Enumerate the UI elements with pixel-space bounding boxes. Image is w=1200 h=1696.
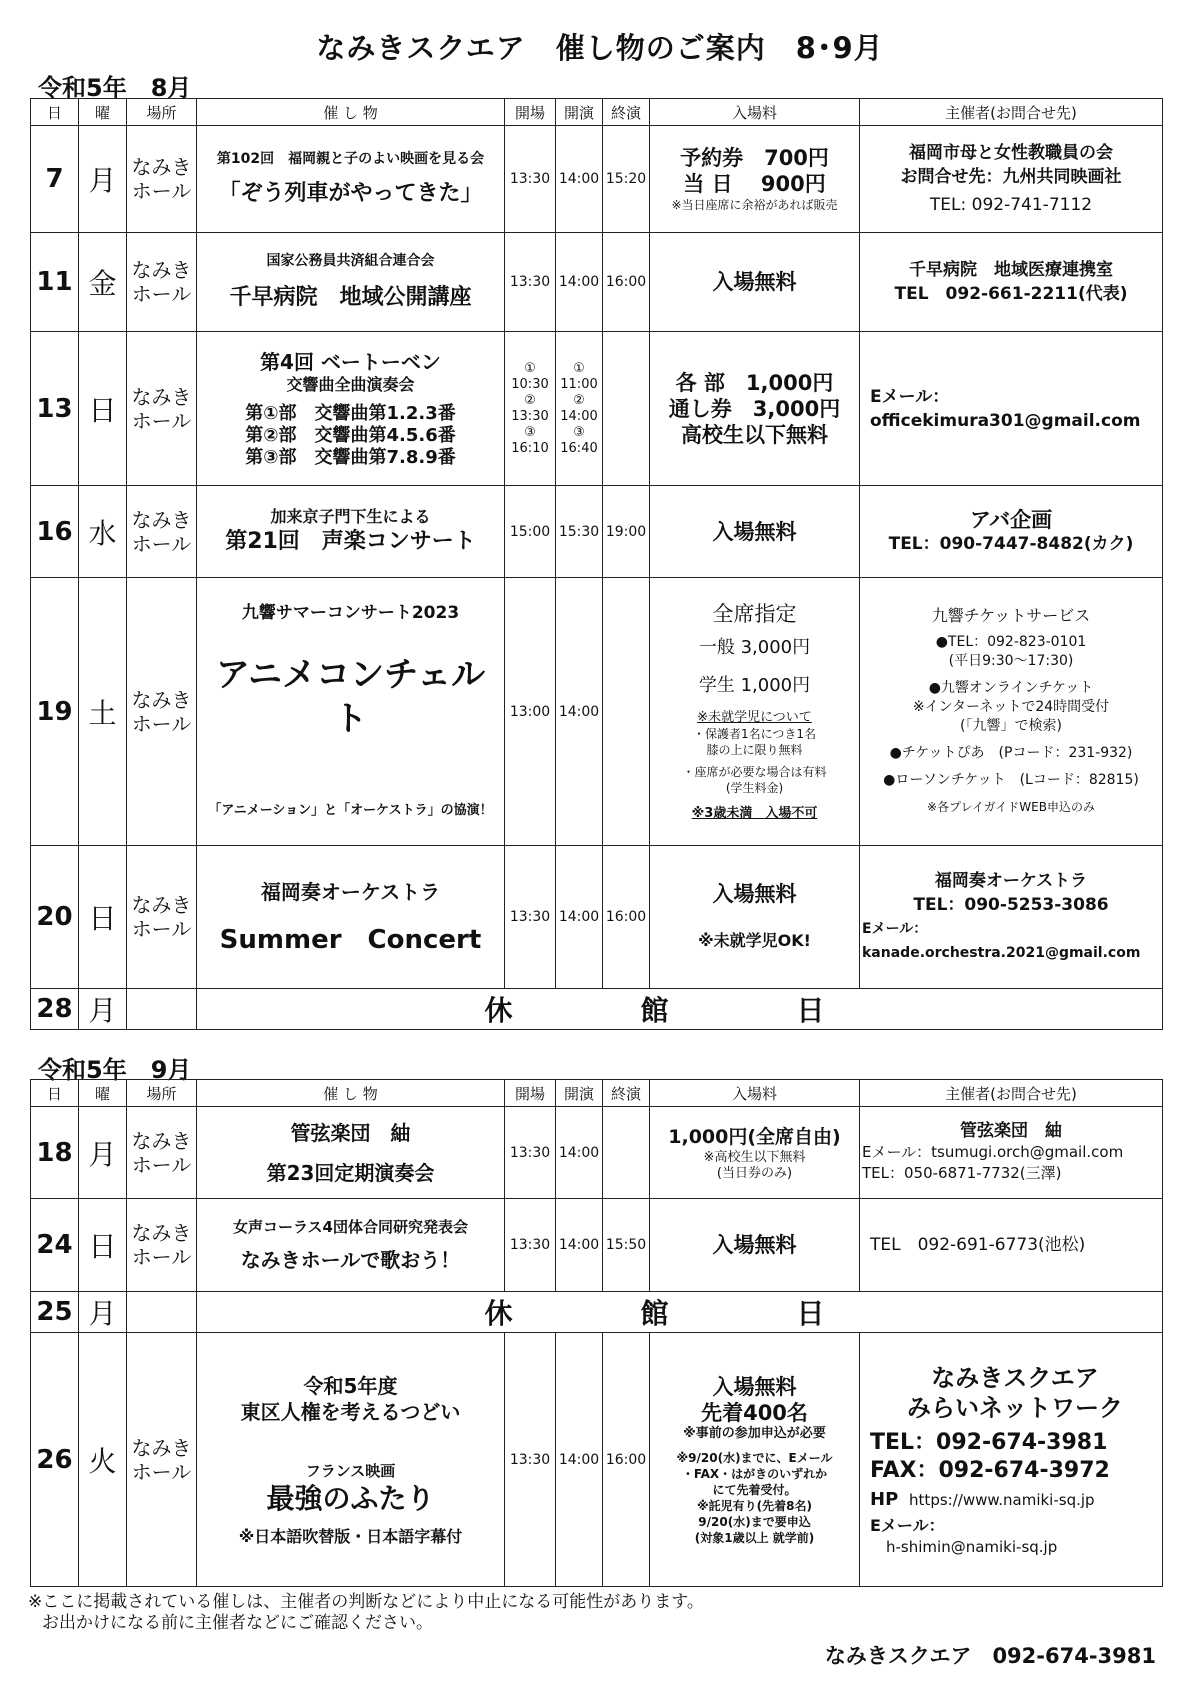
event-title: アニメコンチェルト [215, 654, 486, 739]
august-label: 令和5年 8月 [38, 74, 192, 102]
day-cell: 7 [31, 126, 79, 233]
organizer-email: kanade.orchestra.2021@gmail.com [862, 945, 1141, 961]
organizer-hp-label: HP [870, 1488, 899, 1510]
weekday-cell: 月 [79, 126, 127, 233]
end-time: 19:00 [603, 486, 650, 578]
organizer-cell [860, 1333, 1163, 1587]
place-cell: なみきホール [127, 578, 197, 846]
event-line: 第①部 交響曲第1.2.3番 [245, 402, 456, 424]
fee-cell [650, 1333, 860, 1587]
fee-cell [650, 126, 860, 233]
event-title: 千早病院 地域公開講座 [229, 285, 472, 310]
organizer-tel: TEL：090-7447-8482(カク) [888, 533, 1134, 554]
part-marker: ① [524, 360, 536, 376]
fee-cell [650, 1107, 860, 1199]
organizer-email: h-shimin@namiki-sq.jp [886, 1537, 1058, 1556]
start-time: 14:00 [556, 1107, 603, 1199]
end-time [603, 578, 650, 846]
day-cell: 18 [31, 1107, 79, 1199]
part-marker: ② [524, 392, 536, 408]
open-time: 13:30 [505, 233, 556, 332]
place-cell: なみきホール [127, 233, 197, 332]
organizer-tel: TEL：092-674-3981 [870, 1429, 1108, 1455]
day-cell: 13 [31, 332, 79, 486]
organizer-hp-url[interactable]: https://www.namiki-sq.jp [909, 1490, 1095, 1509]
september-label: 令和5年 9月 [38, 1056, 192, 1084]
event-cell [197, 846, 505, 989]
part-time: 14:00 [560, 408, 598, 424]
fee-note: 9/20(水)まで要申込 [698, 1514, 811, 1529]
event-line: 九響サマーコンサート2023 [241, 602, 460, 623]
place-cell: なみきホール [127, 126, 197, 233]
fee-note: ※託児有り(先着8名) [697, 1498, 812, 1513]
fee-cell [650, 332, 860, 486]
organizer-name: 千早病院 地域医療連携室 [909, 260, 1113, 280]
fee-line: 各 部 1,000円 [675, 370, 834, 395]
fee-cell [650, 578, 860, 846]
event-line: 東区人権を考えるつどい [240, 1399, 461, 1424]
col-header-open: 開場 [505, 99, 556, 126]
col-header-fee: 入場料 [650, 99, 860, 126]
organizer-cell [860, 578, 1163, 846]
fee-line: 当 日 900円 [683, 172, 826, 196]
weekday-cell: 月 [79, 989, 127, 1030]
open-time: 13:00 [505, 578, 556, 846]
place-cell: なみきホール [127, 486, 197, 578]
table-row [31, 578, 1163, 846]
fee-note: (当日券のみ) [716, 1165, 793, 1181]
fee-note: ※事前の参加申込が必要 [683, 1425, 826, 1441]
open-time: 13:30 [505, 1333, 556, 1587]
fee-note: ※当日座席に余裕があれば販売 [671, 198, 838, 212]
part-marker: ② [573, 392, 585, 408]
start-time [556, 332, 603, 486]
organizer-fax: FAX：092-674-3972 [870, 1457, 1110, 1483]
open-time: 13:30 [505, 126, 556, 233]
organizer-cell [860, 486, 1163, 578]
event-title: なみきホールで歌おう！ [240, 1248, 461, 1272]
col-header-fee: 入場料 [650, 1080, 860, 1107]
place-cell [127, 989, 197, 1030]
fee-line: 入場無料 [712, 882, 797, 906]
place-cell: なみきホール [127, 846, 197, 989]
organizer-cell [860, 126, 1163, 233]
table-row [31, 486, 1163, 578]
fee-line: 全席指定 [712, 601, 797, 626]
event-cell [197, 1333, 505, 1587]
september-schedule-table [30, 1079, 1163, 1587]
event-cell [197, 578, 505, 846]
place-cell: なみきホール [127, 1333, 197, 1587]
fee-note: ・FAX・はがきのいずれか [681, 1466, 828, 1481]
page-title: なみきスクエア 催し物のご案内 8･9月 [316, 31, 884, 65]
event-line: 福岡奏オーケストラ [260, 880, 441, 904]
fee-line: 1,000円(全席自由) [668, 1125, 841, 1148]
event-line: 令和5年度 [303, 1373, 398, 1398]
fee-cell: 入場無料 [650, 486, 860, 578]
event-cell [197, 486, 505, 578]
organizer-cell [860, 332, 1163, 486]
table-row [31, 1199, 1163, 1292]
col-header-end: 終演 [603, 99, 650, 126]
fee-note: ※9/20(水)までに、Eメール [676, 1450, 833, 1465]
organizer-cell [860, 846, 1163, 989]
organizer-email: Eメール：tsumugi.orch@gmail.com [862, 1143, 1124, 1161]
day-cell: 24 [31, 1199, 79, 1292]
start-time: 14:00 [556, 1333, 603, 1587]
organizer-hours: (平日9:30～17:30) [948, 653, 1074, 669]
event-title: 第21回 声楽コンサート [225, 528, 476, 554]
col-header-open: 開場 [505, 1080, 556, 1107]
event-cell [197, 126, 505, 233]
col-header-dow: 曜 [79, 1080, 127, 1107]
fee-note: 膝の上に限り無料 [706, 742, 803, 757]
organizer-web-note: ※各プレイガイドWEB申込のみ [927, 800, 1095, 814]
footer-contact: なみきスクエア 092-674-3981 [824, 1644, 1156, 1668]
day-cell: 16 [31, 486, 79, 578]
day-cell: 25 [31, 1292, 79, 1333]
fee-note: ※高校生以下無料 [703, 1149, 806, 1165]
organizer-pia: ●チケットぴあ (Pコード：231-932) [889, 745, 1133, 761]
end-time: 16:00 [603, 1333, 650, 1587]
event-line: ※日本語吹替版・日本語字幕付 [238, 1526, 463, 1546]
open-time: 13:30 [505, 1107, 556, 1199]
col-header-organizer: 主催者(お問合せ先) [860, 99, 1163, 126]
open-time [505, 332, 556, 486]
event-line: 交響曲全曲演奏会 [286, 374, 415, 394]
part-marker: ① [573, 360, 585, 376]
organizer-name: 福岡奏オーケストラ [934, 871, 1088, 891]
weekday-cell: 日 [79, 1199, 127, 1292]
day-cell: 19 [31, 578, 79, 846]
fee-note: ・座席が必要な場合は有料 [682, 764, 827, 779]
part-time: 10:30 [511, 376, 549, 392]
end-time [603, 1107, 650, 1199]
fee-line: 予約券 700円 [680, 146, 829, 170]
organizer-name: アバ企画 [969, 507, 1053, 532]
organizer-search-note: (「九響」で検索) [960, 718, 1062, 734]
place-cell: なみきホール [127, 1107, 197, 1199]
weekday-cell: 金 [79, 233, 127, 332]
col-header-start: 開演 [556, 1080, 603, 1107]
fee-note: にて先着受付。 [712, 1482, 797, 1497]
col-header-end: 終演 [603, 1080, 650, 1107]
fee-cell [650, 846, 860, 989]
organizer-name: なみきスクエア [931, 1363, 1099, 1392]
col-header-start: 開演 [556, 99, 603, 126]
table-row [31, 1333, 1163, 1587]
table-row [31, 846, 1163, 989]
closed-day-label: 休 館 日 [197, 989, 1163, 1030]
part-time: 16:40 [560, 440, 598, 456]
part-time: 13:30 [511, 408, 549, 424]
event-line: 国家公務員共済組合連合会 [266, 253, 435, 269]
weekday-cell: 土 [79, 578, 127, 846]
fee-line: 通し券 3,000円 [668, 396, 841, 421]
part-marker: ③ [573, 424, 585, 440]
part-time: 16:10 [511, 440, 549, 456]
day-cell: 20 [31, 846, 79, 989]
part-time: 11:00 [560, 376, 598, 392]
cancellation-note: ※ここに掲載されている催しは、主催者の判断などにより中止になる可能性があります。 [28, 1592, 704, 1612]
end-time: 15:20 [603, 126, 650, 233]
col-header-day: 日 [31, 1080, 79, 1107]
fee-line: 入場無料 [712, 1374, 797, 1399]
event-title: 「ぞう列車がやってきた」 [218, 181, 483, 206]
end-time: 16:00 [603, 846, 650, 989]
open-time: 15:00 [505, 486, 556, 578]
end-time [603, 332, 650, 486]
organizer-name: 管弦楽団 紬 [960, 1121, 1062, 1141]
event-line: 第②部 交響曲第4.5.6番 [245, 424, 456, 446]
weekday-cell: 月 [79, 1107, 127, 1199]
event-cell [197, 1107, 505, 1199]
organizer-tel: TEL：090-5253-3086 [913, 895, 1109, 915]
event-line: 女声コーラス4団体合同研究発表会 [233, 1218, 468, 1236]
organizer-name: 九響チケットサービス [931, 606, 1091, 625]
end-time: 15:50 [603, 1199, 650, 1292]
open-time: 13:30 [505, 846, 556, 989]
table-row [31, 233, 1163, 332]
end-time: 16:00 [603, 233, 650, 332]
organizer-email-label: Eメール： [862, 921, 928, 937]
fee-cell: 入場無料 [650, 1199, 860, 1292]
august-schedule-table [30, 98, 1163, 1030]
table-row-closed [31, 989, 1163, 1030]
col-header-event: 催 し 物 [197, 1080, 505, 1107]
table-row [31, 126, 1163, 233]
event-line: 第③部 交響曲第7.8.9番 [245, 446, 456, 468]
start-time: 14:00 [556, 126, 603, 233]
table-header-row [31, 1080, 1163, 1107]
event-line: 第102回 福岡親と子のよい映画を見る会 [216, 151, 485, 167]
fee-note: ※3歳未満 入場不可 [691, 805, 818, 821]
event-cell [197, 1199, 505, 1292]
organizer-online: ●九響オンラインチケット [928, 680, 1094, 696]
fee-note: (対象1歳以上 就学前) [694, 1530, 815, 1545]
day-cell: 11 [31, 233, 79, 332]
col-header-place: 場所 [127, 1080, 197, 1107]
start-time: 14:00 [556, 578, 603, 846]
weekday-cell: 水 [79, 486, 127, 578]
event-cell [197, 233, 505, 332]
table-row-closed [31, 1292, 1163, 1333]
table-row [31, 1107, 1163, 1199]
fee-line: 学生 1,000円 [698, 674, 811, 696]
col-header-event: 催 し 物 [197, 99, 505, 126]
organizer-email-label: Eメール： [870, 386, 950, 407]
weekday-cell: 月 [79, 1292, 127, 1333]
organizer-tel: TEL 092-661-2211(代表) [894, 284, 1128, 304]
start-time: 14:00 [556, 1199, 603, 1292]
place-cell [127, 1292, 197, 1333]
fee-line: 先着400名 [701, 1400, 808, 1425]
col-header-place: 場所 [127, 99, 197, 126]
organizer-online-note: ※インターネットで24時間受付 [912, 699, 1110, 715]
organizer-email-label: Eメール： [870, 1515, 945, 1535]
organizer-hp [870, 1489, 1160, 1511]
fee-cell: 入場無料 [650, 233, 860, 332]
event-line: 「アニメーション」と「オーケストラ」の協演！ [208, 802, 493, 818]
open-time: 13:30 [505, 1199, 556, 1292]
fee-note: ・保護者1名につき1名 [692, 726, 817, 741]
table-header-row [31, 99, 1163, 126]
event-title: 第4回 ベートーベン [260, 349, 441, 374]
event-title: Summer Concert [219, 925, 482, 955]
weekday-cell: 日 [79, 846, 127, 989]
event-title: 管弦楽団 紬 [290, 1120, 411, 1145]
organizer-contact: お問合せ先：九州共同映画社 [900, 167, 1122, 187]
place-cell: なみきホール [127, 332, 197, 486]
event-line: フランス映画 [305, 1461, 396, 1480]
event-line: 加来京子門下生による [270, 506, 431, 526]
organizer-cell [860, 233, 1163, 332]
organizer-tel: TEL：050-6871-7732(三澤) [862, 1164, 1062, 1182]
organizer-tel: TEL: 092-741-7112 [929, 195, 1093, 215]
start-time: 15:30 [556, 486, 603, 578]
organizer-name: 福岡市母と女性教職員の会 [909, 143, 1113, 163]
weekday-cell: 日 [79, 332, 127, 486]
organizer-name: みらいネットワーク [907, 1393, 1123, 1422]
start-time: 14:00 [556, 233, 603, 332]
day-cell: 26 [31, 1333, 79, 1587]
organizer-lawson: ●ローソンチケット (Lコード：82815) [883, 772, 1139, 788]
event-line: 第23回定期演奏会 [266, 1160, 435, 1185]
col-header-organizer: 主催者(お問合せ先) [860, 1080, 1163, 1107]
event-cell [197, 332, 505, 486]
part-marker: ③ [524, 424, 536, 440]
organizer-tel: ●TEL：092-823-0101 [935, 634, 1087, 650]
table-row [31, 332, 1163, 486]
fee-note: ※未就学児OK! [698, 931, 811, 950]
closed-day-label: 休 館 日 [197, 1292, 1163, 1333]
organizer-cell: TEL 092-691-6773(池松) [860, 1199, 1163, 1292]
fee-note: ※未就学児について [697, 709, 812, 725]
place-cell: なみきホール [127, 1199, 197, 1292]
event-title: 最強のふたり [266, 1481, 435, 1515]
fee-line: 一般 3,000円 [698, 636, 811, 658]
start-time: 14:00 [556, 846, 603, 989]
organizer-email: officekimura301@gmail.com [870, 410, 1141, 431]
day-cell: 28 [31, 989, 79, 1030]
fee-line: 高校生以下無料 [681, 422, 828, 447]
confirmation-note: お出かけになる前に主催者などにご確認ください。 [42, 1613, 433, 1633]
organizer-cell [860, 1107, 1163, 1199]
col-header-dow: 曜 [79, 99, 127, 126]
col-header-day: 日 [31, 99, 79, 126]
fee-note: (学生料金) [725, 780, 784, 795]
weekday-cell: 火 [79, 1333, 127, 1587]
